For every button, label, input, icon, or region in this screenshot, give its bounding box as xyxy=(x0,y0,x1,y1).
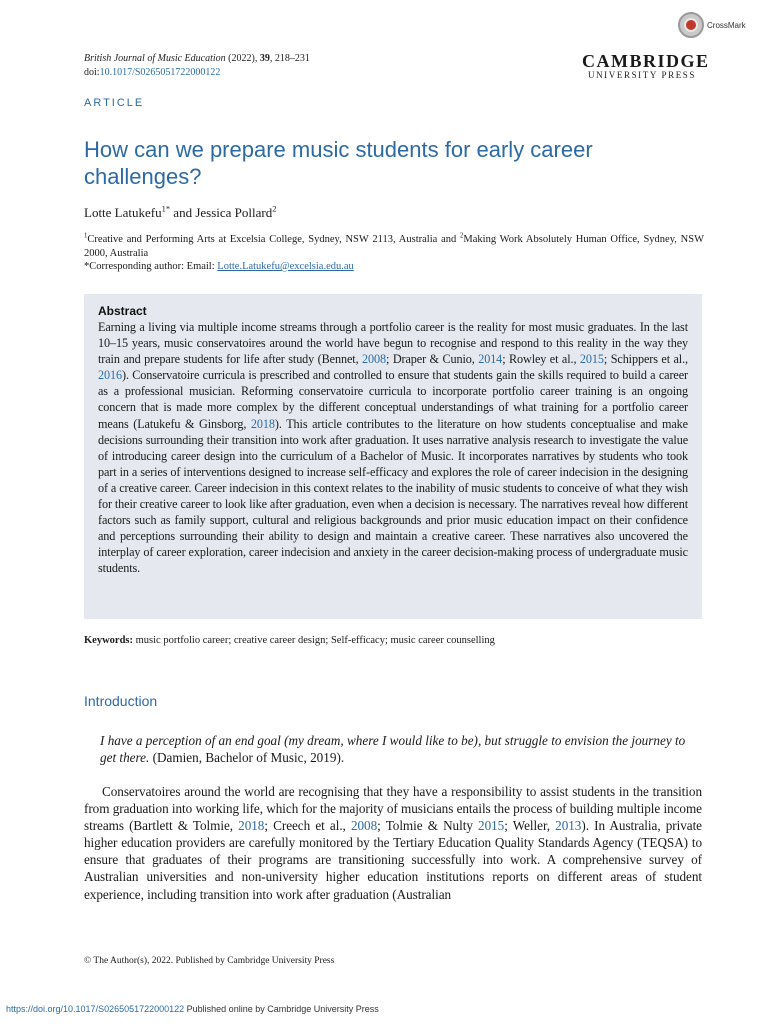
citation-link[interactable]: 2015 xyxy=(478,818,505,834)
copyright-notice: © The Author(s), 2022. Published by Cambridge University Press xyxy=(84,956,335,966)
publisher-logo-line2: UNIVERSITY PRESS xyxy=(587,70,697,80)
quote-source: (Damien, Bachelor of Music, 2019). xyxy=(149,750,345,765)
page-footer xyxy=(6,1004,379,1014)
keywords-text: music portfolio career; creative career design; Self-efficacy; music career counselling xyxy=(133,635,495,646)
author-affil-marker: 2 xyxy=(272,203,277,214)
journal-name: British Journal of Music Education xyxy=(84,53,226,64)
crossmark-badge[interactable] xyxy=(678,12,746,38)
abstract-segment: ; Schippers et al., xyxy=(603,352,688,367)
body-segment: ; Tolmie & Nulty xyxy=(377,818,479,834)
journal-pages: , 218–231 xyxy=(269,53,310,64)
section-heading-introduction: Introduction xyxy=(84,693,158,709)
body-segment: ; Creech et al., xyxy=(264,818,351,834)
abstract-segment: Earning a living via multiple income streams through a portfolio career is the reality for most music graduates. In the last 10–15 years, music conservatoires around the world have begun to recognise and respond to this reality in the way they train and prepare students for life after study (Bennet, xyxy=(98,320,688,367)
author-conjunction: and xyxy=(170,205,196,220)
keywords-label: Keywords: xyxy=(84,635,133,646)
quote-text: I have a perception of an end goal (my dream, where I would like to be), but struggle to envision the journey to get there. xyxy=(100,733,686,765)
publisher-logo-line1: CAMBRIDGE xyxy=(582,51,710,71)
publisher-logo xyxy=(582,51,710,81)
citation-link[interactable]: 2008 xyxy=(362,352,387,367)
author-name[interactable]: Lotte Latukefu xyxy=(84,205,162,220)
epigraph-quote xyxy=(100,732,696,766)
body-paragraph xyxy=(84,783,702,903)
article-title: How can we prepare music students for early career challenges? xyxy=(84,137,593,189)
article-type-label: ARTICLE xyxy=(84,97,145,109)
footer-text: Published online by Cambridge University Press xyxy=(184,1004,379,1014)
footer-doi-link[interactable]: https://doi.org/10.1017/S0265051722000122 xyxy=(6,1004,185,1014)
body-segment: ; Weller, xyxy=(504,818,556,834)
doi-link[interactable]: 10.1017/S0265051722000122 xyxy=(99,67,221,78)
corresponding-email-link[interactable]: Lotte.Latukefu@excelsia.edu.au xyxy=(217,261,354,272)
body-segment: ). In Australia, private higher education providers are carefully monitored by the Tertiary Education Quality Standards Agency (TEQSA) to ensure that graduates of their programs are transitioning successfully into work. A comprehensive survey of Australian universities and non-university higher education institutions reports on different areas of student experience, including transition into work after graduation (Australian xyxy=(84,818,702,902)
crossmark-label: CrossMark xyxy=(707,20,746,30)
crossmark-icon xyxy=(678,12,704,38)
affiliations xyxy=(84,233,704,274)
citation-link[interactable]: 2013 xyxy=(555,818,582,834)
abstract-heading: Abstract xyxy=(98,304,147,318)
citation-link[interactable]: 2008 xyxy=(350,818,378,834)
abstract-box xyxy=(84,294,702,619)
citation-link[interactable]: 2018 xyxy=(250,416,275,431)
author-name[interactable]: Jessica Pollard xyxy=(195,205,273,220)
affil-marker: 2 xyxy=(460,232,464,240)
journal-citation xyxy=(84,52,310,80)
citation-link[interactable]: 2015 xyxy=(579,352,604,367)
journal-volume: 39 xyxy=(259,53,270,64)
abstract-segment: ; Rowley et al., xyxy=(502,352,580,367)
abstract-segment: ; Draper & Cunio, xyxy=(386,352,479,367)
keywords xyxy=(84,635,495,646)
author-affil-marker: 1* xyxy=(161,203,171,214)
affiliation-1: Creative and Performing Arts at Excelsia College, Sydney, NSW 2113, Australia and xyxy=(87,234,460,245)
body-segment: Conservatoires around the world are recognising that they have a responsibility to assist students in the transition from graduation into working life, which for the majority of musicians entails the process of building multiple income streams (Bartlett & Tolmie, xyxy=(84,784,702,834)
abstract-segment: ). Conservatoire curricula is prescribed and controlled to ensure that students gain the skills required to build a career as a professional musician. Reforming conservatoire curricula to incorporate portfolio career training is an ongoing concern that is made more complex by the different conceptual understandings of what training for a portfolio career means (Latukefu & Ginsborg, xyxy=(98,368,688,431)
journal-year: (2022), xyxy=(225,53,260,64)
citation-link[interactable]: 2014 xyxy=(478,352,503,367)
doi-prefix: doi: xyxy=(84,67,100,78)
affiliation-2: Making Work Absolutely Human Office, Sydney, NSW 2000, Australia xyxy=(84,234,704,259)
abstract-text xyxy=(98,319,688,577)
author-list xyxy=(84,205,276,221)
citation-link[interactable]: 2016 xyxy=(98,368,122,383)
abstract-segment: ). This article contributes to the literature on how students conceptualise and make decisions surrounding their transition into work after graduation. It uses narrative analysis research to investigate the value of introducing career design into the curriculum of a Bachelor of Music. It incorporates narratives by students who took part in a series of interventions designed to increase self-efficacy and explores the role of career indecision in the designing of a creative career. Career indecision in this context relates to the inability of music students to conceive of what they wish for their creative career to look like after graduation, even when a decision is necessary. The narratives reveal how different factors such as family support, cultural and religious backgrounds and prior music education impact on their confidence and perceptions surrounding their ability to design and maintain a creative career. These narratives also uncovered the interplay of career exploration, career indecision and anxiety in the career decision-making process of undergraduate music students. xyxy=(98,416,688,576)
affil-marker: 1 xyxy=(84,232,88,240)
corresponding-label: *Corresponding author: Email: xyxy=(84,261,218,272)
citation-link[interactable]: 2018 xyxy=(238,818,265,834)
